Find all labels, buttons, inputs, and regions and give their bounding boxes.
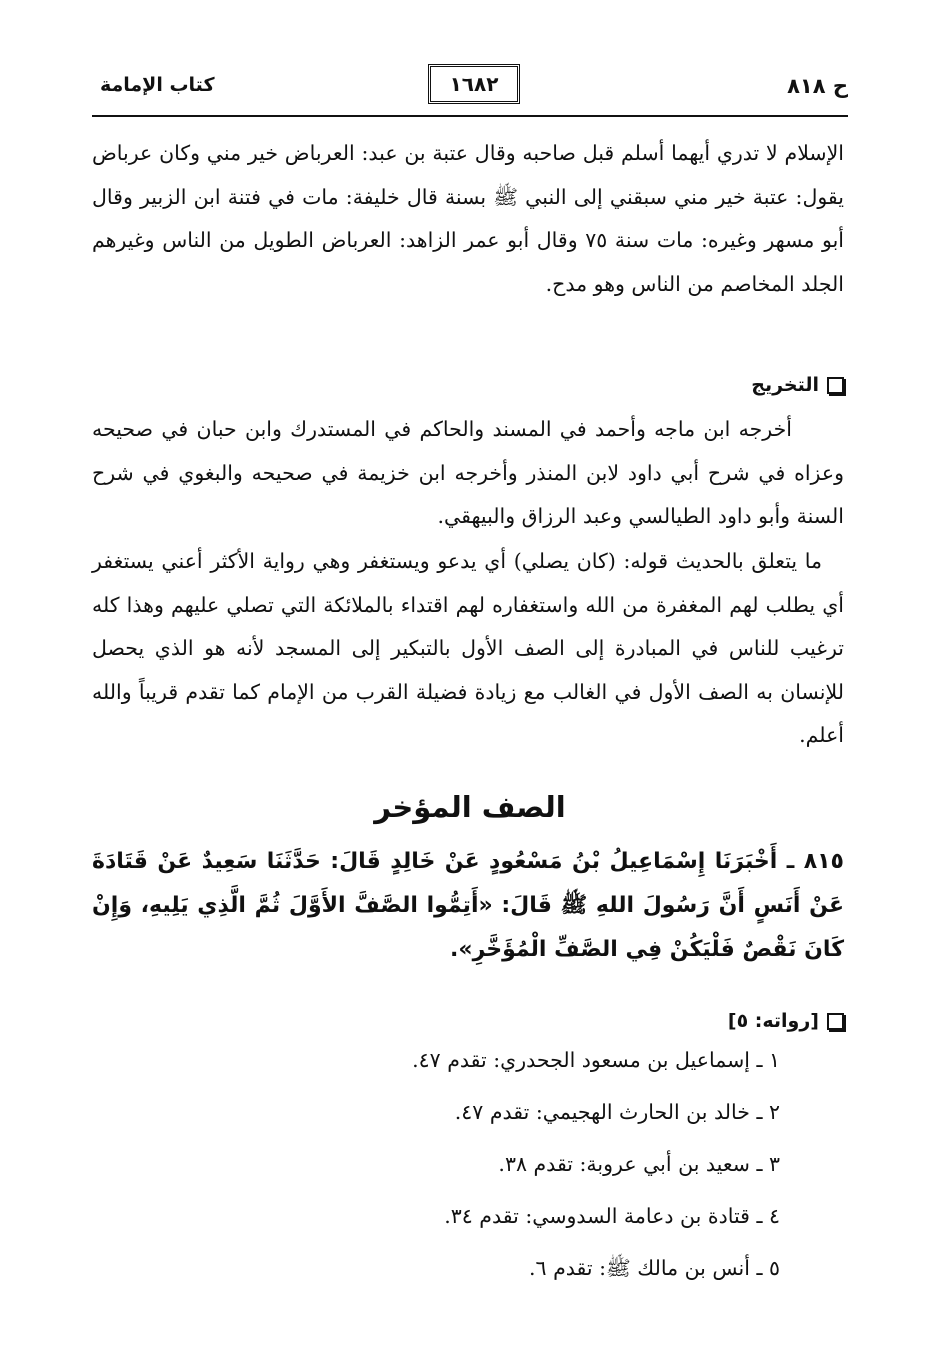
page-reference: ح ٨١٨	[787, 74, 848, 98]
intro-paragraph: الإسلام لا تدري أيهما أسلم قبل صاحبه وقال عتبة بن عبد: العرباض خير مني وكان عرباض يقول: عتبة خير مني سبقني إلى النبي ﷺ بسنة قال خليفة: مات في فتنة ابن الزبير وقال أبو مسهر وغيره: مات سنة ٧٥ وقال أبو عمر الزاهد: العرباض الطويل من الناس وغيرهم الجلد المخاصم من الناس وهو مدح.	[92, 141, 844, 296]
list-item: ٢ ـ خالد بن الحارث الهجيمي: تقدم ٤٧.	[454, 1100, 780, 1124]
page-number-frame	[428, 64, 520, 104]
takhrij-heading	[92, 374, 844, 396]
checkbox-square-icon	[827, 1013, 844, 1030]
hadith-text: ٨١٥ ـ أَخْبَرَنَا إِسْمَاعِيلُ بْنُ مَسْعُودٍ عَنْ خَالِدٍ قَالَ: حَدَّثَنَا سَعِيدٌ عَنْ قَتَادَةَ عَنْ أَنَسٍ أَنَّ رَسُولَ اللهِ ﷺ قَالَ: «أَتِمُّوا الصَّفَّ الأَوَّلَ ثُمَّ الَّذِي يَلِيهِ، وَإِنْ كَانَ نَقْصٌ فَلْيَكُنْ فِي الصَّفِّ الْمُؤَخَّرِ».	[92, 849, 844, 962]
commentary-paragraph: ما يتعلق بالحديث قوله: (كان يصلي) أي يدعو ويستغفر وهي رواية الأكثر أعني يستغفر أي يطلب لهم المغفرة من الله واستغفاره لهم اقتداء بالملائكة التي تصلي عليهم وهذا كله ترغيب للناس في المبادرة إلى الصف الأول بالتبكير إلى المسجد لأنه هو الذي يحصل للإنسان به الصف الأول في الغالب مع زيادة فضيلة القرب من الإمام كما تقدم قريباً والله أعلم.	[92, 549, 844, 747]
narrators-heading	[92, 1010, 844, 1032]
list-item: ١ ـ إسماعيل بن مسعود الجحدري: تقدم ٤٧.	[412, 1048, 780, 1072]
list-item: ٤ ـ قتادة بن دعامة السدوسي: تقدم ٣٤.	[444, 1204, 780, 1228]
checkbox-square-icon	[827, 377, 844, 394]
page-number: ١٦٨٢	[449, 72, 499, 96]
list-item: ٣ ـ سعيد بن أبي عروبة: تقدم ٣٨.	[498, 1152, 780, 1176]
list-item: ٥ ـ أنس بن مالك ﷺ: تقدم ٦.	[529, 1256, 780, 1280]
narrators-heading-label: [رواته: ٥]	[727, 1010, 819, 1032]
takhrij-heading-label: التخريج	[751, 374, 819, 396]
book-title: كتاب الإمامة	[100, 74, 215, 96]
takhrij-paragraph: أخرجه ابن ماجه وأحمد في المسند والحاكم في المستدرك وابن حبان في صحيحه وعزاه في شرح أبي داود لابن المنذر وأخرجه ابن خزيمة في صحيحه والبغوي في شرح السنة وأبو داود الطيالسي وعبد الرزاق والبيهقي.	[92, 417, 844, 528]
header-divider	[92, 115, 848, 117]
section-title: الصف المؤخر	[374, 790, 566, 824]
